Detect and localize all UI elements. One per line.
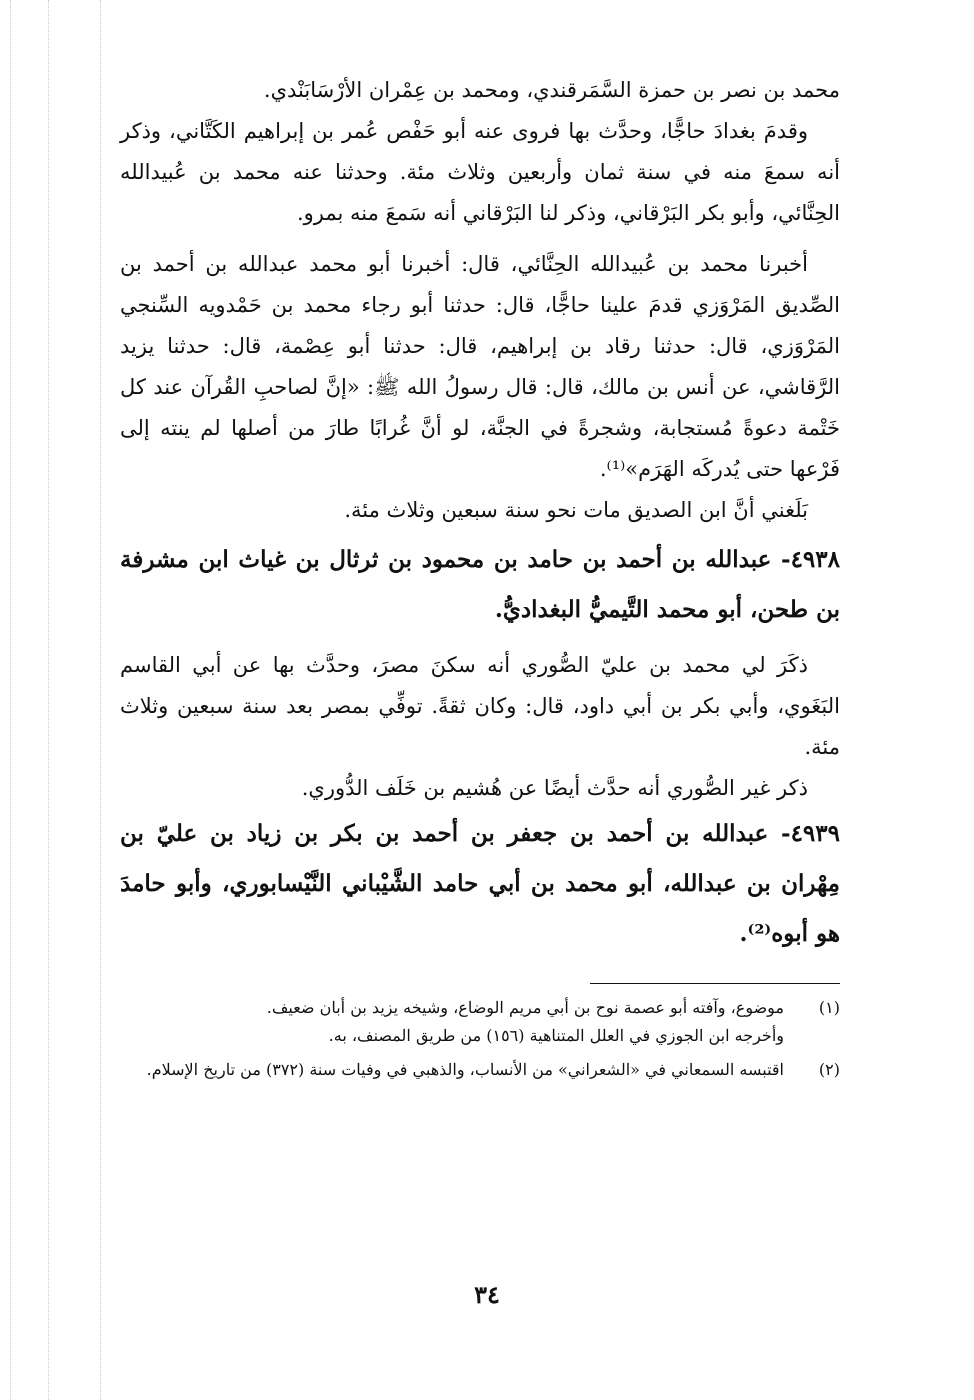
- paragraph: محمد بن نصر بن حمزة السَّمَرقندي، ومحمد بن عِمْران الأرْسَابَنْدي.: [263, 78, 840, 102]
- paragraph: ذكر غير الصُّوري أنه حدَّث أيضًا عن هُشيم بن خَلَف الدُّوري.: [301, 776, 808, 800]
- page-body: [120, 70, 840, 1090]
- paragraph: وقدمَ بغدادَ حاجًّا، وحدَّث بها فروى عنه أبو حَفْص عُمر بن إبراهيم الكَتَّاني، وذكر أنه سمعَ منه في سنة ثمان وأربعين وثلاث مئة. وحدثنا عنه محمد بن عُبيدالله الحِنَّائي، وأبو بكر البَرْقاني، وذكر لنا البَرْقاني أنه سَمعَ منه بمرو.: [120, 119, 840, 225]
- footnote: [120, 994, 840, 1050]
- footnote: [120, 1056, 840, 1084]
- biography-entry-heading: ٤٩٣٩- عبدالله بن أحمد بن جعفر بن أحمد بن بكر بن زياد بن عليّ بن مِهْران بن عبدالله، أبو محمد بن أبي حامد الشَّيْباني النَّيْسابوري، وأبو حامدَ هو أبوه⁽²⁾.: [120, 820, 840, 947]
- footnote-separator: [590, 983, 840, 984]
- footnote-line: وأخرجه ابن الجوزي في العلل المتناهية (١٥٦) من طريق المصنف، به.: [328, 1026, 784, 1045]
- page-number: ٣٤: [474, 1280, 500, 1309]
- scan-artifact-line: [10, 0, 11, 1400]
- footnotes: [120, 994, 840, 1084]
- scan-artifact-line: [100, 0, 101, 1400]
- biography-entry-heading: ٤٩٣٨- عبدالله بن أحمد بن حامد بن محمود بن ثرثال بن غياث ابن مشرفة بن طحن، أبو محمد التَّيميُّ البغداديُّ.: [120, 546, 840, 623]
- footnote-line: اقتبسه السمعاني في «الشعراني» من الأنساب، والذهبي في وفيات سنة (٣٧٢) من تاريخ الإسلام.: [146, 1060, 784, 1079]
- footnote-line: موضوع، وآفته أبو عصمة نوح بن أبي مريم الوضاع، وشيخه يزيد بن أبان ضعيف.: [266, 998, 784, 1017]
- hadith-paragraph: أخبرنا محمد بن عُبيدالله الحِنَّائي، قال: أخبرنا أبو محمد عبدالله بن أحمد بن الصِّديق المَرْوَزي قدمَ علينا حاجًّا، قال: حدثنا أبو رجاء محمد بن حَمْدويه السِّنجي المَرْوَزي، قال: حدثنا رقاد بن إبراهيم، قال: حدثنا أبو عِصْمة، قال: حدثنا يزيد الرَّقاشي، عن أنس بن مالك، قال: قال رسولُ الله ﷺ: «إنَّ لصاحبِ القُرآن عند كل خَتْمة دعوةً مُستجابة، وشجرةً في الجنَّة، لو أنَّ غُرابًا طارَ من أصلها لم ينته إلى فَرْعها حتى يُدركَه الهَرَم»⁽¹⁾.: [120, 252, 840, 481]
- footnote-number: (١): [818, 998, 840, 1017]
- paragraph: ذكَرَ لي محمد بن عليّ الصُّوري أنه سكنَ مصرَ، وحدَّث بها عن أبي القاسم البَغَوي، وأبي بكر بن أبي داود، قال: وكان ثقةً. توفِّي بمصر بعد سنة سبعين وثلاث مئة.: [120, 653, 840, 759]
- paragraph: بَلَغني أنَّ ابن الصديق مات نحو سنة سبعين وثلاث مئة.: [344, 498, 808, 522]
- footnote-number: (٢): [818, 1060, 840, 1079]
- scan-artifact-line: [48, 0, 49, 1400]
